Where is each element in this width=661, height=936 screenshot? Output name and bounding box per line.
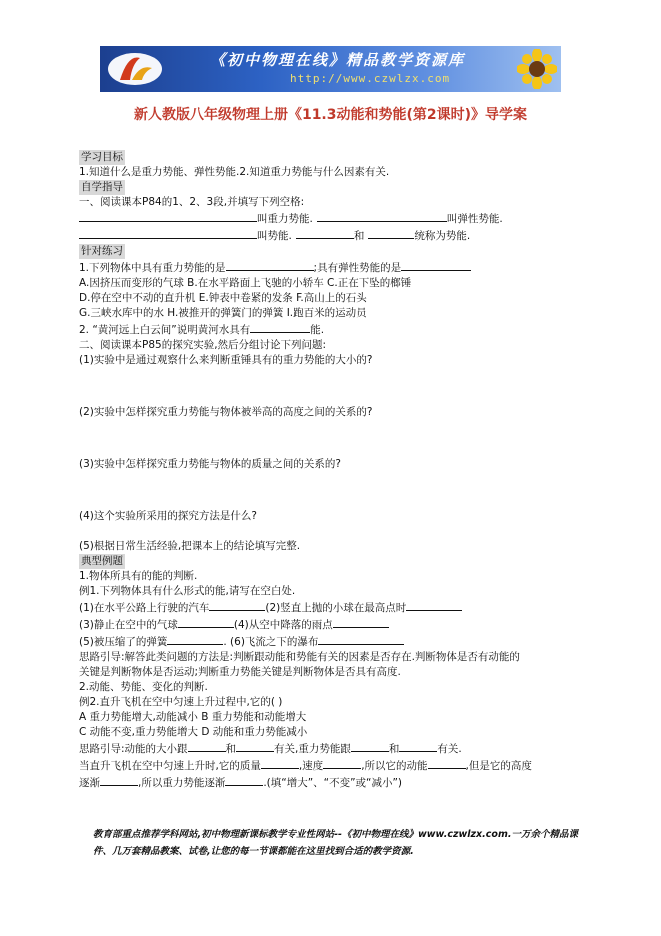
guide-text: ,速度 (298, 760, 324, 772)
answer-blank[interactable] (399, 740, 437, 752)
answer-blank[interactable] (428, 757, 466, 769)
answer-blank[interactable] (401, 259, 471, 271)
thinking-guide-2 (79, 740, 599, 757)
guide-text: .(填“增大”、“不变”或“减小”) (263, 777, 403, 789)
definition-text: 叫弹性势能. (446, 213, 503, 225)
item-text: (2)竖直上抛的小球在最高点时 (265, 602, 407, 614)
definition-text: 统称为势能. (414, 230, 471, 242)
question-text: 1.下列物体中具有重力势能的是 (79, 262, 226, 274)
definition-text: 叫重力势能. (257, 213, 313, 225)
question-text: 能. (310, 324, 325, 336)
header-banner (100, 46, 561, 92)
reading-instruction-2: 二、阅读课本P85的探究实验,然后分组讨论下列问题: (79, 339, 327, 351)
answer-blank[interactable] (79, 227, 257, 239)
example-1-stem: 例1.下列物体具有什么形式的能,请写在空白处. (79, 585, 296, 597)
section-goals: 学习目标 (81, 151, 123, 163)
answer-blank[interactable] (79, 210, 257, 222)
answer-blank[interactable] (250, 321, 310, 333)
reading-instruction-1: 一、阅读课本P84的1、2、3段,并填写下列空格: (79, 196, 305, 208)
answer-blank[interactable] (351, 740, 389, 752)
example-2-options: C 动能不变,重力势能增大 D 动能和重力势能减小 (79, 726, 308, 738)
practice-question-2 (79, 321, 599, 338)
guide-text: ,所以重力势能逐渐 (138, 777, 226, 789)
answer-blank[interactable] (226, 259, 314, 271)
thinking-guide-2 (79, 757, 599, 774)
example-2-options: A 重力势能增大,动能减小 B 重力势能和动能增大 (79, 711, 307, 723)
guide-text: 有关,重力势能跟 (274, 743, 351, 755)
answer-blank[interactable] (188, 740, 226, 752)
answer-blank[interactable] (236, 740, 274, 752)
item-text: (4)从空中降落的雨点 (233, 619, 333, 631)
example-1-item (79, 633, 599, 650)
discussion-question-2: (2)实验中怎样探究重力势能与物体被举高的高度之间的关系的? (79, 406, 373, 418)
question-text: 2. “黄河远上白云间”说明黄河水具有 (79, 324, 251, 336)
worksheet-body (79, 150, 599, 791)
example-topic-2: 2.动能、势能、变化的判断. (79, 681, 208, 693)
definition-text: 和 (353, 230, 365, 242)
item-text: (5)被压缩了的弹簧 (79, 636, 168, 648)
discussion-question-1: (1)实验中是通过观察什么来判断重锤具有的重力势能的大小的? (79, 354, 373, 366)
thinking-guide: 关键是判断物体是否运动;判断重力势能关键是判断物体是否具有高度. (79, 666, 401, 678)
banner-url[interactable]: http://www.czwlzx.com (290, 72, 451, 85)
guide-text: 当直升飞机在空中匀速上升时,它的质量 (79, 760, 261, 772)
answer-blank[interactable] (296, 227, 354, 239)
thinking-guide-2 (79, 774, 599, 791)
option-line: A.因挤压而变形的气球 B.在水平路面上飞驰的小轿车 C.正在下坠的榔锤 (79, 277, 412, 289)
answer-blank[interactable] (368, 227, 414, 239)
example-1-item (79, 616, 599, 633)
answer-blank[interactable] (406, 599, 462, 611)
definition-line-1 (79, 210, 599, 227)
answer-blank[interactable] (323, 757, 361, 769)
sunflower-icon (517, 49, 557, 89)
practice-question-1 (79, 259, 599, 276)
answer-blank[interactable] (178, 616, 234, 628)
example-2-stem: 例2.直升飞机在空中匀速上升过程中,它的( ) (79, 696, 283, 708)
answer-blank[interactable] (209, 599, 265, 611)
answer-blank[interactable] (225, 774, 263, 786)
guide-text: 逐渐 (79, 777, 100, 789)
answer-blank[interactable] (333, 616, 389, 628)
footer-line: 教育部重点推荐学科网站,初中物理新课标教学专业性网站--《初中物理在线》www.czwlzx.com.一万余个精品课 (93, 829, 578, 840)
discussion-question-5: (5)根据日常生活经验,把课本上的结论填写完整. (79, 540, 301, 552)
answer-blank[interactable] (317, 210, 447, 222)
discussion-question-3: (3)实验中怎样探究重力势能与物体的质量之间的关系的? (79, 458, 341, 470)
section-guide: 自学指导 (81, 181, 123, 193)
answer-blank[interactable] (167, 633, 223, 645)
item-text: . (6)飞流之下的瀑布 (223, 636, 319, 648)
document-title: 新人教版八年级物理上册《11.3动能和势能(第2课时)》导学案 (133, 107, 528, 123)
section-examples: 典型例题 (81, 555, 123, 567)
example-1-item (79, 599, 599, 616)
guide-text: 和 (225, 743, 237, 755)
question-text: ;具有弹性势能的是 (313, 262, 402, 274)
option-line: D.停在空中不动的直升机 E.钟表中卷紧的发条 F.高山上的石头 (79, 292, 367, 304)
thinking-guide: 思路引导:解答此类问题的方法是:判断跟动能和势能有关的因素是否存在.判断物体是否有动能的 (79, 651, 520, 663)
example-topic-1: 1.物体所具有的能的判断. (79, 570, 198, 582)
guide-text: 和 (388, 743, 400, 755)
goals-text: 1.知道什么是重力势能、弹性势能.2.知道重力势能与什么因素有关. (79, 166, 390, 178)
guide-text: ,但是它的高度 (465, 760, 532, 772)
answer-blank[interactable] (261, 757, 299, 769)
guide-text: 思路引导:动能的大小跟 (79, 743, 188, 755)
answer-blank[interactable] (318, 633, 404, 645)
definition-text: 叫势能. (257, 230, 292, 242)
option-line: G.三峡水库中的水 H.被推开的弹簧门的弹簧 I.跑百米的运动员 (79, 307, 367, 319)
banner-title: 《初中物理在线》精品教学资源库 (210, 51, 466, 69)
discussion-question-4: (4)这个实验所采用的探究方法是什么? (79, 510, 257, 522)
guide-text: 有关. (437, 743, 462, 755)
guide-text: ,所以它的动能 (361, 760, 428, 772)
page-footer (93, 826, 593, 860)
site-logo-icon (106, 50, 164, 88)
section-practice: 针对练习 (81, 245, 123, 257)
item-text: (1)在水平公路上行驶的汽车 (79, 602, 210, 614)
item-text: (3)静止在空中的气球 (79, 619, 178, 631)
footer-line: 件、几万套精品教案、试卷,让您的每一节课都能在这里找到合适的教学资源. (93, 846, 414, 857)
definition-line-2 (79, 227, 599, 244)
answer-blank[interactable] (100, 774, 138, 786)
